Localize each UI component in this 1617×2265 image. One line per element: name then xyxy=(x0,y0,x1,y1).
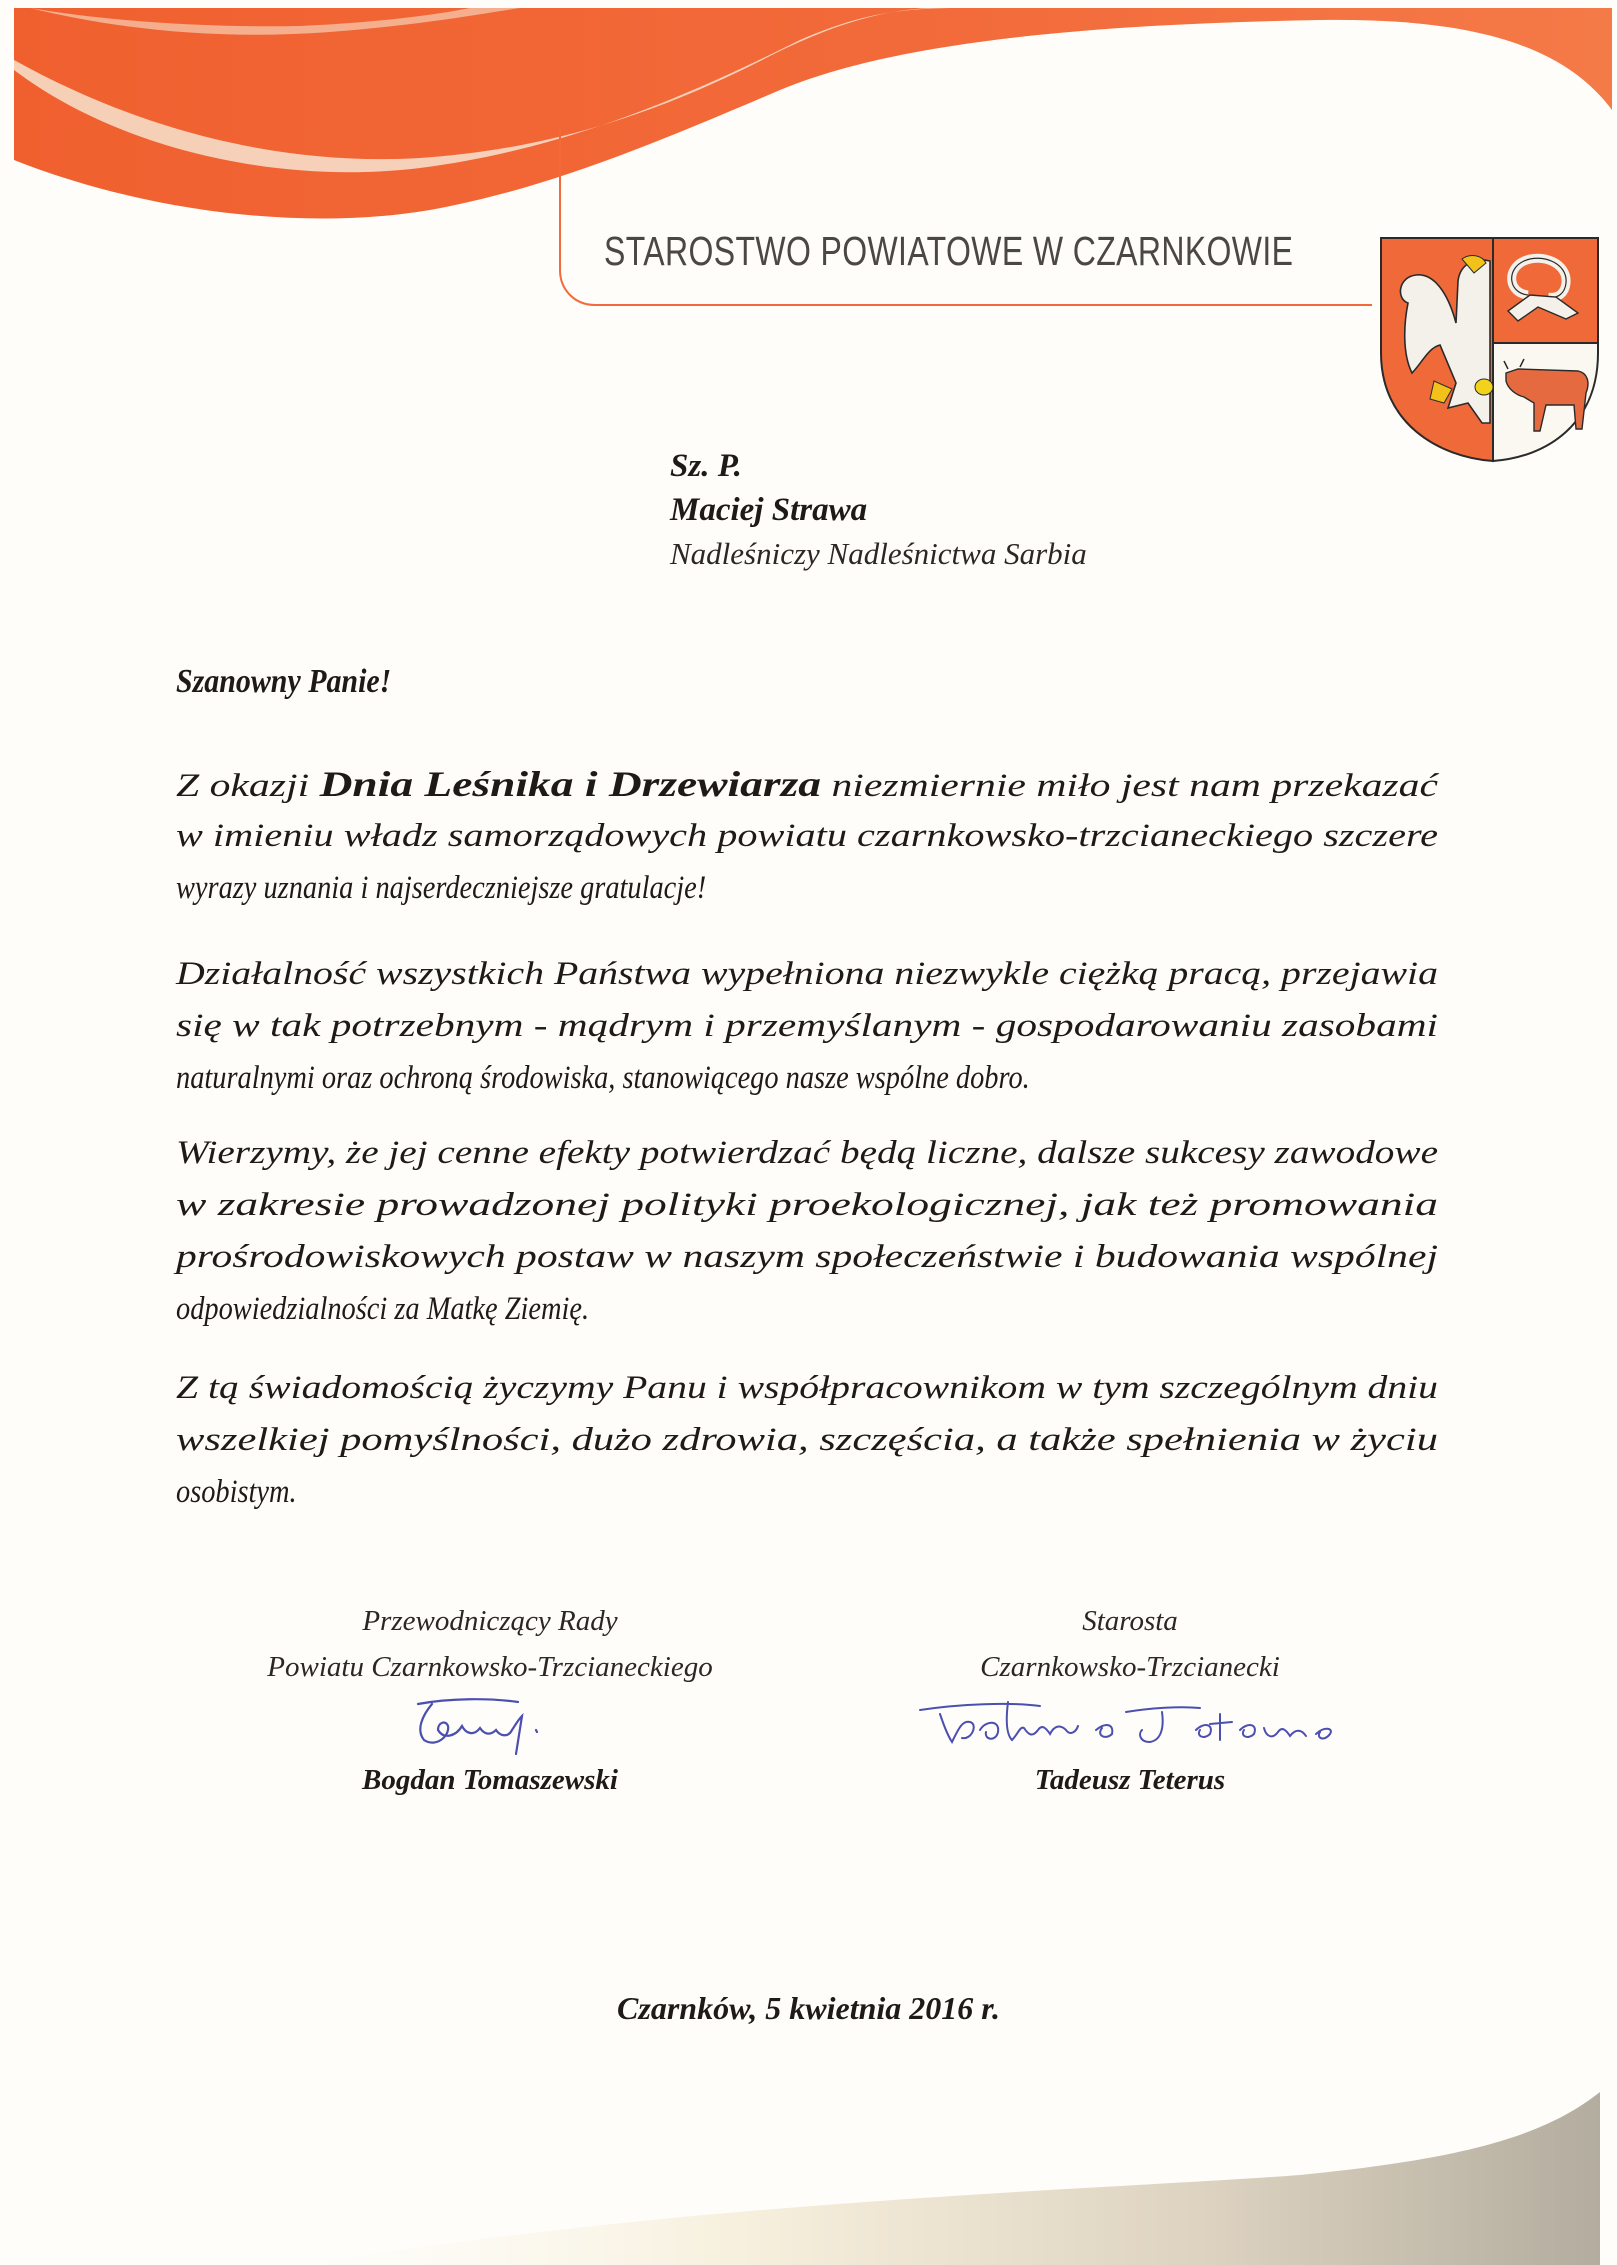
paragraph-line xyxy=(176,1231,1438,1283)
place-and-date: Czarnków, 5 kwietnia 2016 r. xyxy=(617,1990,1000,2026)
header-frame-line xyxy=(560,130,1372,305)
text-run: niezmiernie miło jest nam przekazać xyxy=(821,768,1438,804)
paragraph-line xyxy=(176,1466,1438,1518)
signatory-council-chair xyxy=(200,1598,780,1800)
handwritten-signature xyxy=(900,1690,1360,1760)
handwritten-signature xyxy=(340,1690,640,1760)
highlighted-occasion: Dnia Leśnika i Drzewiarza xyxy=(319,764,822,804)
line-text: wyrazy uznania i najserdeczniejsze gratulacje! xyxy=(176,870,707,906)
line-text: Wierzymy, że jej cenne efekty potwierdzać będą liczne, dalsze sukcesy zawodowe xyxy=(176,1135,1438,1171)
paragraph-1 xyxy=(176,758,1438,914)
line-text: wszelkiej pomyślności, dużo zdrowia, szczęścia, a także spełnienia w życiu xyxy=(176,1422,1438,1458)
institution-name: STAROSTWO POWIATOWE W CZARNKOWIE xyxy=(604,228,1294,274)
coat-of-arms-icon xyxy=(1378,233,1614,465)
line-text: osobistym. xyxy=(176,1474,297,1510)
paragraph-3 xyxy=(176,1127,1438,1335)
signatory-title-line: Przewodniczący Rady xyxy=(362,1605,618,1637)
line-text: Z tą świadomością życzymy Panu i współpracownikom w tym szczególnym dniu xyxy=(176,1370,1438,1406)
recipient-salutation: Sz. P. xyxy=(670,448,742,484)
recipient-name: Maciej Strawa xyxy=(670,492,868,528)
text-run: Z okazji xyxy=(176,768,320,804)
recipient-role: Nadleśniczy Nadleśnictwa Sarbia xyxy=(670,536,1087,571)
recipient-block xyxy=(670,444,1087,576)
paragraph-line xyxy=(176,1362,1438,1414)
greeting: Szanowny Panie! xyxy=(176,663,392,700)
signatory-starost xyxy=(900,1598,1360,1800)
header-orange-band xyxy=(14,8,1612,219)
paragraph-4 xyxy=(176,1362,1438,1518)
paragraph-2 xyxy=(176,948,1438,1104)
paragraph-line xyxy=(176,1127,1438,1179)
line-text: Działalność wszystkich Państwa wypełniona niezwykle ciężką pracą, przejawia xyxy=(176,956,1438,992)
line-text: się w tak potrzebnym - mądrym i przemyślanym - gospodarowaniu zasobami xyxy=(176,1008,1438,1044)
footer-swoosh-decoration xyxy=(0,2080,1617,2265)
line-text: naturalnymi oraz ochroną środowiska, stanowiącego nasze wspólne dobro. xyxy=(176,1060,1030,1096)
paragraph-line xyxy=(176,1052,1438,1104)
shield-right-top-field xyxy=(1493,238,1598,343)
paragraph-line xyxy=(176,810,1438,862)
line-text: odpowiedzialności za Matkę Ziemię. xyxy=(176,1291,590,1327)
signatory-title-line: Czarnkowsko-Trzcianecki xyxy=(980,1651,1280,1683)
signatory-title-line: Starosta xyxy=(1082,1605,1178,1637)
signatory-title-line: Powiatu Czarnkowsko-Trzcianeckiego xyxy=(267,1651,713,1683)
line-text: w imieniu władz samorządowych powiatu czarnkowsko-trzcianeckiego szczere xyxy=(176,818,1438,854)
paragraph-line xyxy=(176,1000,1438,1052)
line-text: prośrodowiskowych postaw w naszym społeczeństwie i budowania wspólnej xyxy=(176,1239,1438,1275)
signatory-name: Bogdan Tomaszewski xyxy=(362,1764,618,1796)
paragraph-line xyxy=(176,1414,1438,1466)
paragraph-line xyxy=(176,1179,1438,1231)
paragraph-line xyxy=(176,1283,1438,1335)
paragraph-line xyxy=(176,758,1438,810)
paragraph-line xyxy=(176,948,1438,1000)
signatory-name: Tadeusz Teterus xyxy=(1034,1764,1226,1796)
paragraph-line xyxy=(176,862,1438,914)
line-text: w zakresie prowadzonej polityki proekologicznej, jak też promowania xyxy=(176,1187,1438,1223)
